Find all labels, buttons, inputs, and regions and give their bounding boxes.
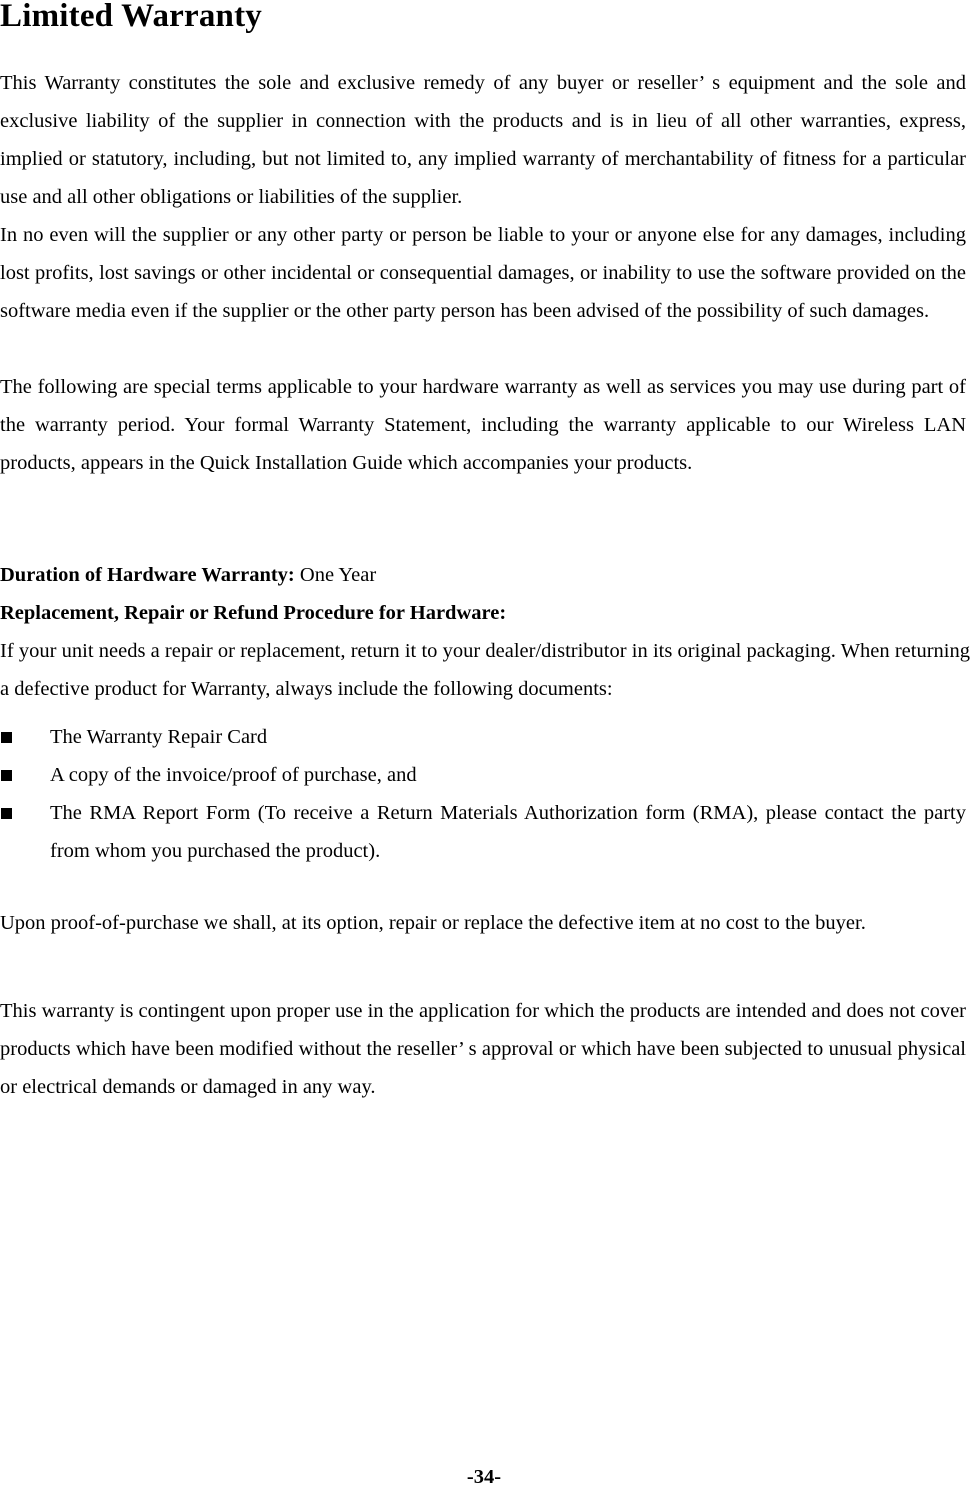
square-bullet-icon <box>1 732 12 743</box>
duration-label: Duration of Hardware Warranty: <box>0 564 295 586</box>
warranty-duration-line <box>0 556 966 594</box>
return-instructions-paragraph: If your unit needs a repair or replacement, return it to your dealer/distributor in its original packaging. When returning a defective product for Warranty, always include the following documents: <box>0 640 970 700</box>
liability-paragraph: In no even will the supplier or any other party or person be liable to your or anyone else for any damages, including lost profits, lost savings or other incidental or consequential damages, or inability to use the software provided on the software media even if the supplier or the other party person has been advised of the possibility of such damages. <box>0 224 966 322</box>
list-item <box>0 718 966 756</box>
page-title: Limited Warranty <box>0 0 262 34</box>
special-terms-paragraph: The following are special terms applicable to your hardware warranty as well as services you may use during part of the warranty period. Your formal Warranty Statement, including the warranty applicable to our Wireless LAN products, appears in the Quick Installation Guide which accompanies your products. <box>0 376 966 474</box>
square-bullet-icon <box>1 770 12 781</box>
proof-of-purchase-paragraph: Upon proof-of-purchase we shall, at its option, repair or replace the defective item at no cost to the buyer. <box>0 912 866 934</box>
list-item-text: A copy of the invoice/proof of purchase, and <box>50 764 417 786</box>
square-bullet-icon <box>1 808 12 819</box>
intro-paragraph: This Warranty constitutes the sole and exclusive remedy of any buyer or reseller’ s equipment and the sole and exclusive liability of the supplier in connection with the products and is in lieu of all other warranties, express, implied or statutory, including, but not limited to, any implied warranty of merchantability of fitness for a particular use and all other obligations or liabilities of the supplier. <box>0 72 966 208</box>
list-item-text: The RMA Report Form (To receive a Return Materials Authorization form (RMA), please contact the party from whom you purchased the product). <box>50 802 966 862</box>
list-item-text: The Warranty Repair Card <box>50 726 268 748</box>
contingency-paragraph: This warranty is contingent upon proper use in the application for which the products are intended and does not cover products which have been modified without the reseller’ s approval or which have been subjected to unusual physical or electrical demands or damaged in any way. <box>0 1000 966 1098</box>
duration-value: One Year <box>294 564 377 586</box>
procedure-heading: Replacement, Repair or Refund Procedure for Hardware: <box>0 602 507 624</box>
required-documents-list <box>0 718 966 870</box>
list-item <box>0 756 966 794</box>
list-item <box>0 794 966 870</box>
page-number: -34- <box>466 1466 502 1488</box>
